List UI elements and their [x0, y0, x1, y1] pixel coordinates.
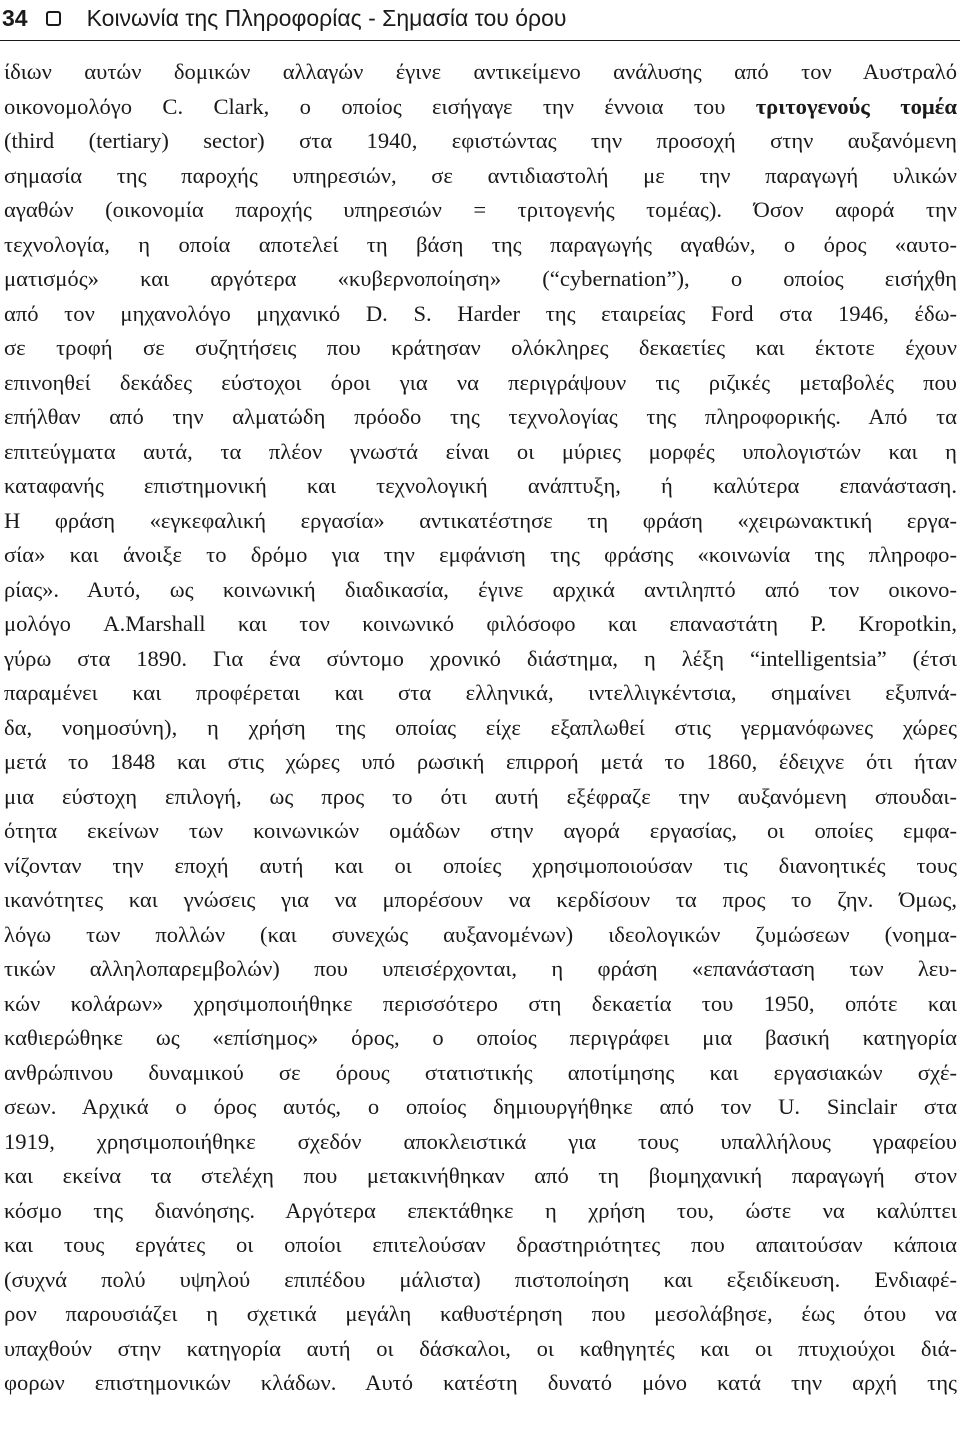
text-line: ανθρώπινου δυναμικού σε όρους στατιστικής αποτίμησης και εργασιακών σχέ-	[4, 1059, 957, 1085]
text-line: δα, νοημοσύνη), η χρήση της οποίας είχε εξαπλωθεί στις γερμανόφωνες χώρες	[4, 714, 957, 740]
text-line: 1919, χρησιμοποιήθηκε σχεδόν αποκλειστικά για τους υπαλλήλους γραφείου	[4, 1128, 957, 1154]
text-line: νίζονταν την εποχή αυτή και οι οποίες χρησιμοποιούσαν τις διανοητικές τους	[4, 852, 957, 878]
text-line: (συχνά πολύ υψηλού επιπέδου μάλιστα) πιστοποίηση και εξειδίκευση. Ενδιαφέ-	[4, 1266, 957, 1292]
emphasized-term: τριτογενούς τομέα	[755, 93, 957, 119]
text-line: τικών αλληλοπαρεμβολών) που υπεισέρχονται, η φράση «επανάσταση των λευ-	[4, 956, 957, 981]
text-line: σε τροφή σε συζητήσεις που κράτησαν ολόκληρες δεκαετίες και έκτοτε έχουν	[4, 335, 957, 360]
text-line: κόσμο της διανόησης. Αργότερα επεκτάθηκε η χρήση του, ώστε να καλύπτει	[4, 1197, 957, 1223]
text-line: μετά το 1848 και στις χώρες υπό ρωσική επιρροή μετά το 1860, έδειχνε ότι ήταν	[4, 749, 957, 774]
running-title: Κοινωνία της Πληροφορίας - Σημασία του όρου	[86, 4, 567, 31]
text-line: παραμένει και προφέρεται και στα ελληνικά, ιντελλιγκέντσια, σημαίνει εξυπνά-	[4, 680, 957, 705]
text-line: υπαχθούν στην κατηγορία αυτή οι δάσκαλοι, οι καθηγητές και οι πτυχιούχοι διά-	[4, 1335, 957, 1361]
text-line: επήλθαν από την αλματώδη πρόοδο της τεχνολογίας της πληροφορικής. Από τα	[4, 404, 957, 429]
text-line: και τους εργάτες οι οποίοι επιτελούσαν δραστηριότητες που απαιτούσαν κάποια	[4, 1232, 957, 1257]
text-line: λόγω των πολλών (και συνεχώς αυξανομένων) ιδεολογικών ζυμώσεων (νοημα-	[4, 921, 957, 947]
text-line: ικανότητες και γνώσεις για να μπορέσουν να κερδίσουν τα προς το ζην. Όμως,	[4, 887, 957, 912]
header-rule	[0, 40, 960, 41]
text-line-start: οικονομολόγο C. Clark, ο οποίος εισήγαγε την έννοια του	[4, 93, 756, 119]
text-line: και εκείνα τα στελέχη που μετακινήθηκαν από τη βιομηχανική παραγωγή στον	[4, 1163, 957, 1188]
text-line: σία» και άνοιξε το δρόμο για την εμφάνιση της φράσης «κοινωνία της πληροφο-	[4, 542, 957, 567]
text-line: γύρω στα 1890. Για ένα σύντομο χρονικό διάστημα, η λέξη “intelligentsia” (έτσι	[4, 645, 957, 671]
text-line: ματισμός» και αργότερα «κυβερνοποίηση» (“cybernation”), ο οποίος εισήχθη	[4, 266, 957, 291]
running-head	[0, 0, 960, 36]
text-line: σημασία της παροχής υπηρεσιών, σε αντιδιαστολή με την παραγωγή υλικών	[4, 162, 957, 188]
text-line: ρίας». Αυτό, ως κοινωνική διαδικασία, έγινε αρχικά αντιληπτό από τον οικονο-	[4, 576, 957, 602]
text-line	[4, 90, 957, 125]
text-line: αγαθών (οικονομία παροχής υπηρεσιών = τριτογενής τομέας). Όσον αφορά την	[4, 197, 957, 222]
body-text	[4, 55, 957, 1401]
text-line: ότητα εκείνων των κοινωνικών ομάδων στην αγορά εργασίας, οι οποίες εμφα-	[4, 818, 957, 843]
text-line: επιτεύγματα αυτά, τα πλέον γνωστά είναι οι μύριες μορφές υπολογιστών και η	[4, 438, 957, 464]
text-line: καθιερώθηκε ως «επίσημος» όρος, ο οποίος περιγράφει μια βασική κατηγορία	[4, 1025, 957, 1050]
page-number: 34	[2, 4, 28, 31]
text-line: επινοηθεί δεκάδες εύστοχοι όροι για να περιγράψουν τις ριζικές μεταβολές που	[4, 369, 957, 395]
text-line: σεων. Αρχικά ο όρος αυτός, ο οποίος δημιουργήθηκε από τον U. Sinclair στα	[4, 1094, 957, 1119]
text-line: μολόγο A.Marshall και τον κοινωνικό φιλόσοφο και επαναστάτη P. Kropotkin,	[4, 611, 957, 636]
text-line: Η φράση «εγκεφαλική εργασία» αντικατέστησε τη φράση «χειρωνακτική εργα-	[4, 507, 957, 533]
text-line: από τον μηχανολόγο μηχανικό D. S. Harder της εταιρείας Ford στα 1946, έδω-	[4, 300, 957, 326]
checkbox-icon	[46, 11, 61, 26]
text-line: ίδιων αυτών δομικών αλλαγών έγινε αντικείμενο ανάλυσης από τον Αυστραλό	[4, 59, 957, 84]
text-line: τεχνολογία, η οποία αποτελεί τη βάση της παραγωγής αγαθών, ο όρος «αυτο-	[4, 231, 957, 257]
text-line: φορων επιστημονικών κλάδων. Αυτό κατέστη δυνατό μόνο κατά την αρχή της	[4, 1370, 957, 1395]
text-line: ρον παρουσιάζει η σχετικά μεγάλη καθυστέρηση που μεσολάβησε, έως ότου να	[4, 1301, 957, 1326]
text-line: κών κολάρων» χρησιμοποιήθηκε περισσότερο στη δεκαετία του 1950, οπότε και	[4, 990, 957, 1016]
text-line: μια εύστοχη επιλογή, ως προς το ότι αυτή εξέφραζε την αυξανόμενη σπουδαι-	[4, 783, 957, 809]
text-line: (third (tertiary) sector) στα 1940, εφιστώντας την προσοχή στην αυξανόμενη	[4, 128, 957, 153]
text-line: καταφανής επιστημονική και τεχνολογική ανάπτυξη, ή καλύτερα επανάσταση.	[4, 473, 957, 498]
